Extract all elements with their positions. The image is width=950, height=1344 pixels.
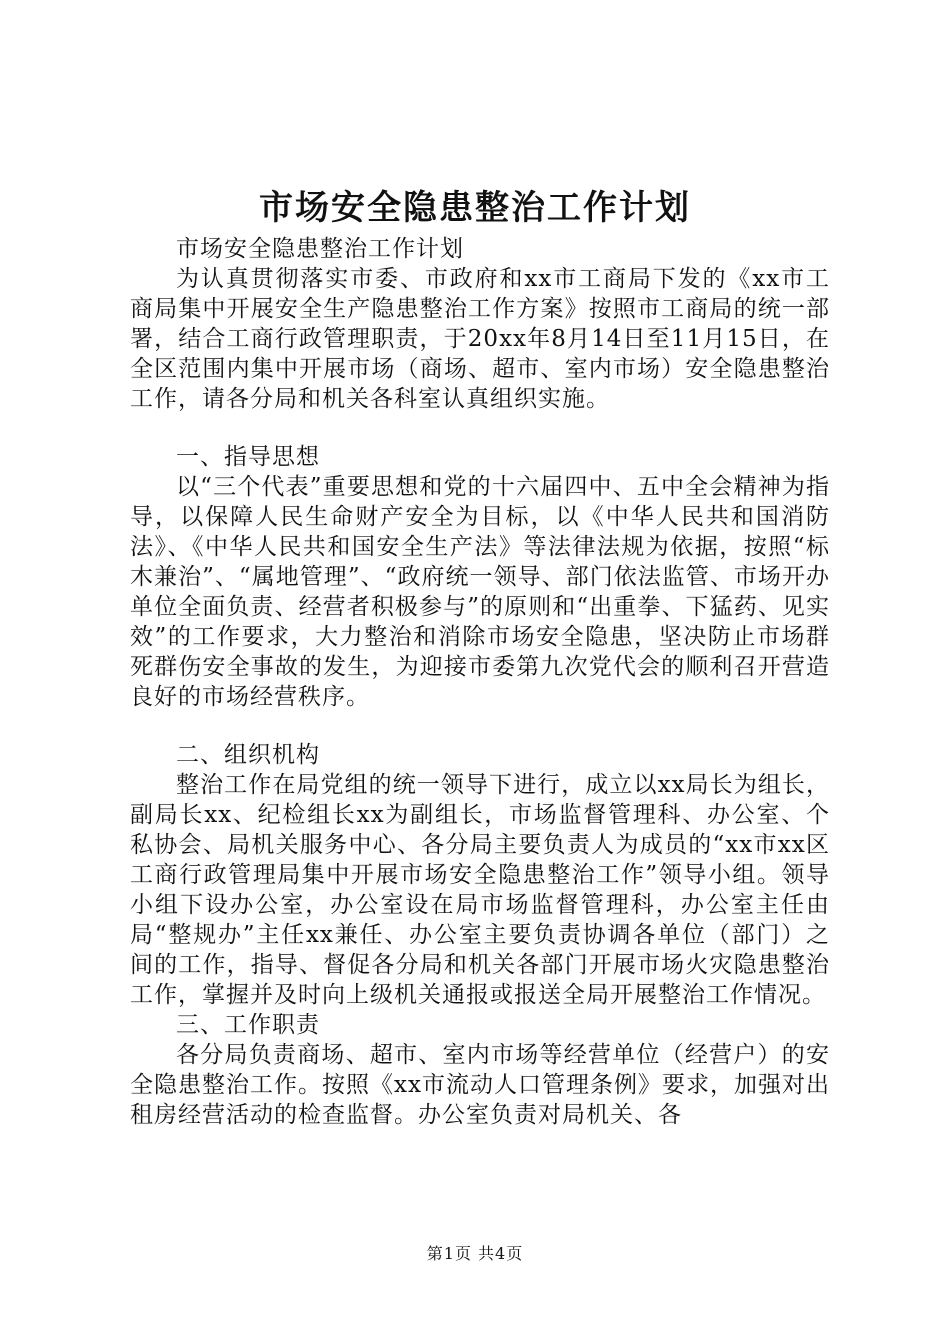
paragraph-guiding-ideology: 以“三个代表”重要思想和党的十六届四中、五中全会精神为指导，以保障人民生命财产安全为目标，以《中华人民共和国消防法》、《中华人民共和国安全生产法》等法律法规为依据，按照“标木兼治”、“属地管理”、“政府统一领导、部门依法监管、市场开办单位全面负责、经营者积极参与”的原则和“出重拳、下猛药、见实效”的工作要求，大力整治和消除市场安全隐患，坚决防止市场群死群伤安全事故的发生，为迎接市委第九次党代会的顺利召开营造良好的市场经营秩序。 bbox=[130, 474, 830, 710]
section-heading-responsibilities: 三、工作职责 bbox=[176, 1012, 320, 1038]
page-indicator: 第1页 共4页 bbox=[426, 1244, 524, 1263]
paragraph-organization: 整治工作在局党组的统一领导下进行，成立以xx局长为组长，副局长xx、纪检组长xx为副组长，市场监督管理科、办公室、个私协会、局机关服务中心、各分局主要负责人为成员的“xx市xx区工商行政管理局集中开展市场安全隐患整治工作”领导小组。领导小组下设办公室，办公室设在局市场监督管理科，办公室主任由局“整规办”主任xx兼任、办公室主要负责协调各单位（部门）之间的工作，指导、督促各分局和机关各部门开展市场火灾隐患整治工作，掌握并及时向上级机关通报或报送全局开展整治工作情况。 bbox=[130, 772, 830, 1008]
section-heading-organization: 二、组织机构 bbox=[176, 742, 320, 768]
paragraph-responsibilities: 各分局负责商场、超市、室内市场等经营单位（经营户）的安全隐患整治工作。按照《xx市流动人口管理条例》要求，加强对出租房经营活动的检查监督。办公室负责对局机关、各 bbox=[130, 1042, 830, 1128]
paragraph-subtitle: 市场安全隐患整治工作计划 bbox=[176, 236, 464, 262]
section-heading-guiding-ideology: 一、指导思想 bbox=[176, 444, 320, 470]
document-title: 市场安全隐患整治工作计划 bbox=[259, 188, 691, 228]
paragraph-intro: 为认真贯彻落实市委、市政府和xx市工商局下发的《xx市工商局集中开展安全生产隐患整治工作方案》按照市工商局的统一部署，结合工商行政管理职责，于20xx年8月14日至11月15日，在全区范围内集中开展市场（商场、超市、室内市场）安全隐患整治工作，请各分局和机关各科室认真组织实施。 bbox=[130, 266, 830, 412]
document-body bbox=[130, 234, 830, 1130]
